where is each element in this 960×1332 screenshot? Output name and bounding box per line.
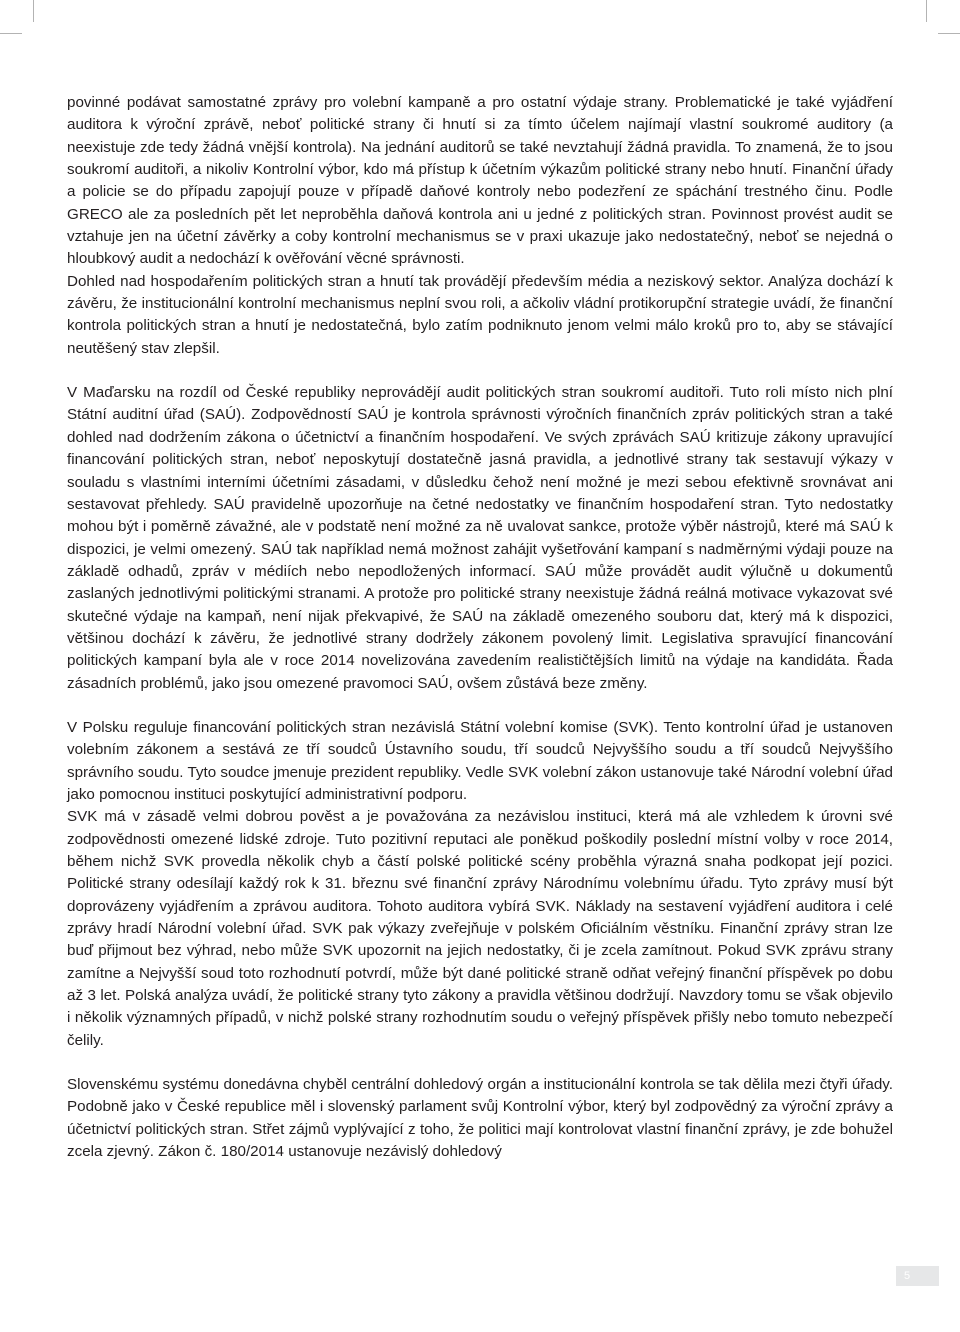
page-number-box <box>896 1266 939 1286</box>
crop-mark-top-right-vertical <box>926 0 927 22</box>
paragraph-poland-svk: SVK má v zásadě velmi dobrou pověst a je považována za nezávislou instituci, která má ale vzhledem k úrovni své zodpovědnosti omezené lidské zdroje. Tuto pozitivní reputaci ale poněkud poškodily poslední místní volby v roce 2014, během nichž SVK provedla několik chyb a částí polské politické scény proběhla výrazná snaha podkopat její pozici. Politické strany odesílají každý rok k 31. březnu své finanční zprávy Národnímu volebnímu úřadu. Tyto zprávy musí být doprovázeny vyjádřením a zprávou auditora. Tohoto auditora vybírá SVK. Náklady na sestavení vyjádření auditora i celé zprávy hradí Národní volební úřad. SVK pak výkazy zveřejňuje v polském Oficiálním věstníku. Finanční zprávy stran lze buď přijmout bez výhrad, nebo může SVK upozornit na jejich nedostatky, či je zcela zamítnout. Pokud SVK zprávu strany zamítne a Nejvyšší soud toto rozhodnutí potvrdí, může být dané politické straně odňat veřejný finanční příspěvek po dobu až 3 let. Polská analýza uvádí, že politické strany tyto zákony a pravidla většinou dodržují. Navzdory tomu se však objevilo i několik významných případů, v nichž polské strany rozhodnutím soudu o veřejný příspěvek přišly nebo tomuto nebezpečí čelily. <box>67 808 893 1049</box>
paragraph-czech-oversight: Dohled nad hospodařením politických stran a hnutí tak provádějí především média a neziskový sektor. Analýza dochází k závěru, že institucionální kontrolní mechanismus neplní svou roli, a ačkoliv vládní protikorupční strategie uvádí, že finanční kontrola politických stran a hnutí je nedostatečná, bylo zatím podniknuto jenom velmi málo kroků pro to, aby se stávající neutěšený stav zlepšil. <box>67 272 893 357</box>
paragraph-slovakia: Slovenskému systému donedávna chyběl centrální dohledový orgán a institucionální kontrola se tak dělila mezi čtyři úřady. Podobně jako v České republice měl i slovenský parlament svůj Kontrolní výbor, který byl zodpovědný za výroční zprávy a účetnictví politických stran. Střet zájmů vyplývající z toho, že politici mají kontrolovat vlastní finanční zprávy, je zde bohužel zcela zjevný. Zákon č. 180/2014 ustanovuje nezávislý dohledový <box>67 1076 893 1161</box>
paragraph-czech-audit: povinné podávat samostatné zprávy pro volební kampaně a pro ostatní výdaje strany. Problematické je také vyjádření auditora k výroční zprávě, neboť politické strany či hnutí si za tímto účelem najímají vlastní soukromé auditory (a neexistuje zde tedy žádná vnější kontrola). Na jednání auditorů se také nevztahují žádná pravidla. To znamená, že to jsou soukromí auditoři, a nikoliv Kontrolní výbor, kdo má přístup k účetním výkazům politické strany nebo hnutí. Finanční úřady a policie se do případu zapojují pouze v případě daňové kontroly nebo podezření ze spáchání trestného činu. Podle GRECO ale za posledních pět let neproběhla daňová kontrola ani u jedné z politických stran. Povinnost provést audit se vztahuje jen na účetní závěrky a coby kontrolní mechanismus se v praxi ukazuje jako nedostatečný, neboť se nejedná o hloubkový audit a nedochází k ověřování věcné správnosti. <box>67 94 893 268</box>
crop-mark-top-left-vertical <box>33 0 34 22</box>
body-text <box>67 92 893 1163</box>
crop-mark-top-right-horizontal <box>938 33 960 34</box>
page-number: 5 <box>904 1270 911 1282</box>
paragraph-poland-intro: V Polsku reguluje financování politických stran nezávislá Státní volební komise (SVK). Tento kontrolní úřad je ustanoven volebním zákonem a sestává ze tří soudců Ústavního soudu, tří soudců Nejvyššího soudu a tří soudců Nejvyššího správního soudu. Tyto soudce jmenuje prezident republiky. Vedle SVK volební zákon ustanovuje také Národní volební úřad jako pomocnou instituci poskytující administrativní podporu. <box>67 718 893 803</box>
paragraph-hungary: V Maďarsku na rozdíl od České republiky neprovádějí audit politických stran soukromí auditoři. Tuto roli místo nich plní Státní auditní úřad (SAÚ). Zodpovědností SAÚ je kontrola správnosti výročních finančních zpráv politických stran a také dohled nad dodržením zákona o účetnictví a finančním hospodaření. Ve svých zprávách SAÚ kritizuje zákony upravující financování politických stran, neboť neposkytují dostatečně jasná pravidla, a jednotlivé strany tak sestavují výkazy v souladu s vlastními interními účetními zásadami, v důsledku čehož není možné je mezi sebou efektivně srovnávat ani sestavovat přehledy. SAÚ pravidelně upozorňuje na četné nedostatky ve finančním hospodaření stran. Tyto nedostatky mohou být i poměrně závažné, ale v podstatě není možné za ně uvalovat sankce, protože výběr nástrojů, které má SAÚ k dispozici, je velmi omezený. SAÚ tak například nemá možnost zahájit vyšetřování kampaní s nadměrnými výdaji pouze na základě odhadů, zpráv v médiích nebo nepodložených informací. SAÚ může provádět audit výlučně u dokumentů zaslaných jednotlivými politickými stranami. A protože pro politické strany neexistuje žádná reálná motivace vykazovat své skutečné výdaje na kampaň, není nijak překvapivé, že SAÚ na základě omezeného souboru dat, který má k dispozici, většinou dochází k závěru, že jednotlivé strany dodržely zákonem povolený limit. Legislativa spravující financování politických kampaní byla ale v roce 2014 novelizována zavedením realističtějších limitů na výdaje na kandidáta. Řada zásadních problémů, jako jsou omezené pravomoci SAÚ, ovšem zůstává beze změny. <box>67 384 893 692</box>
crop-mark-top-left-horizontal <box>0 33 22 34</box>
